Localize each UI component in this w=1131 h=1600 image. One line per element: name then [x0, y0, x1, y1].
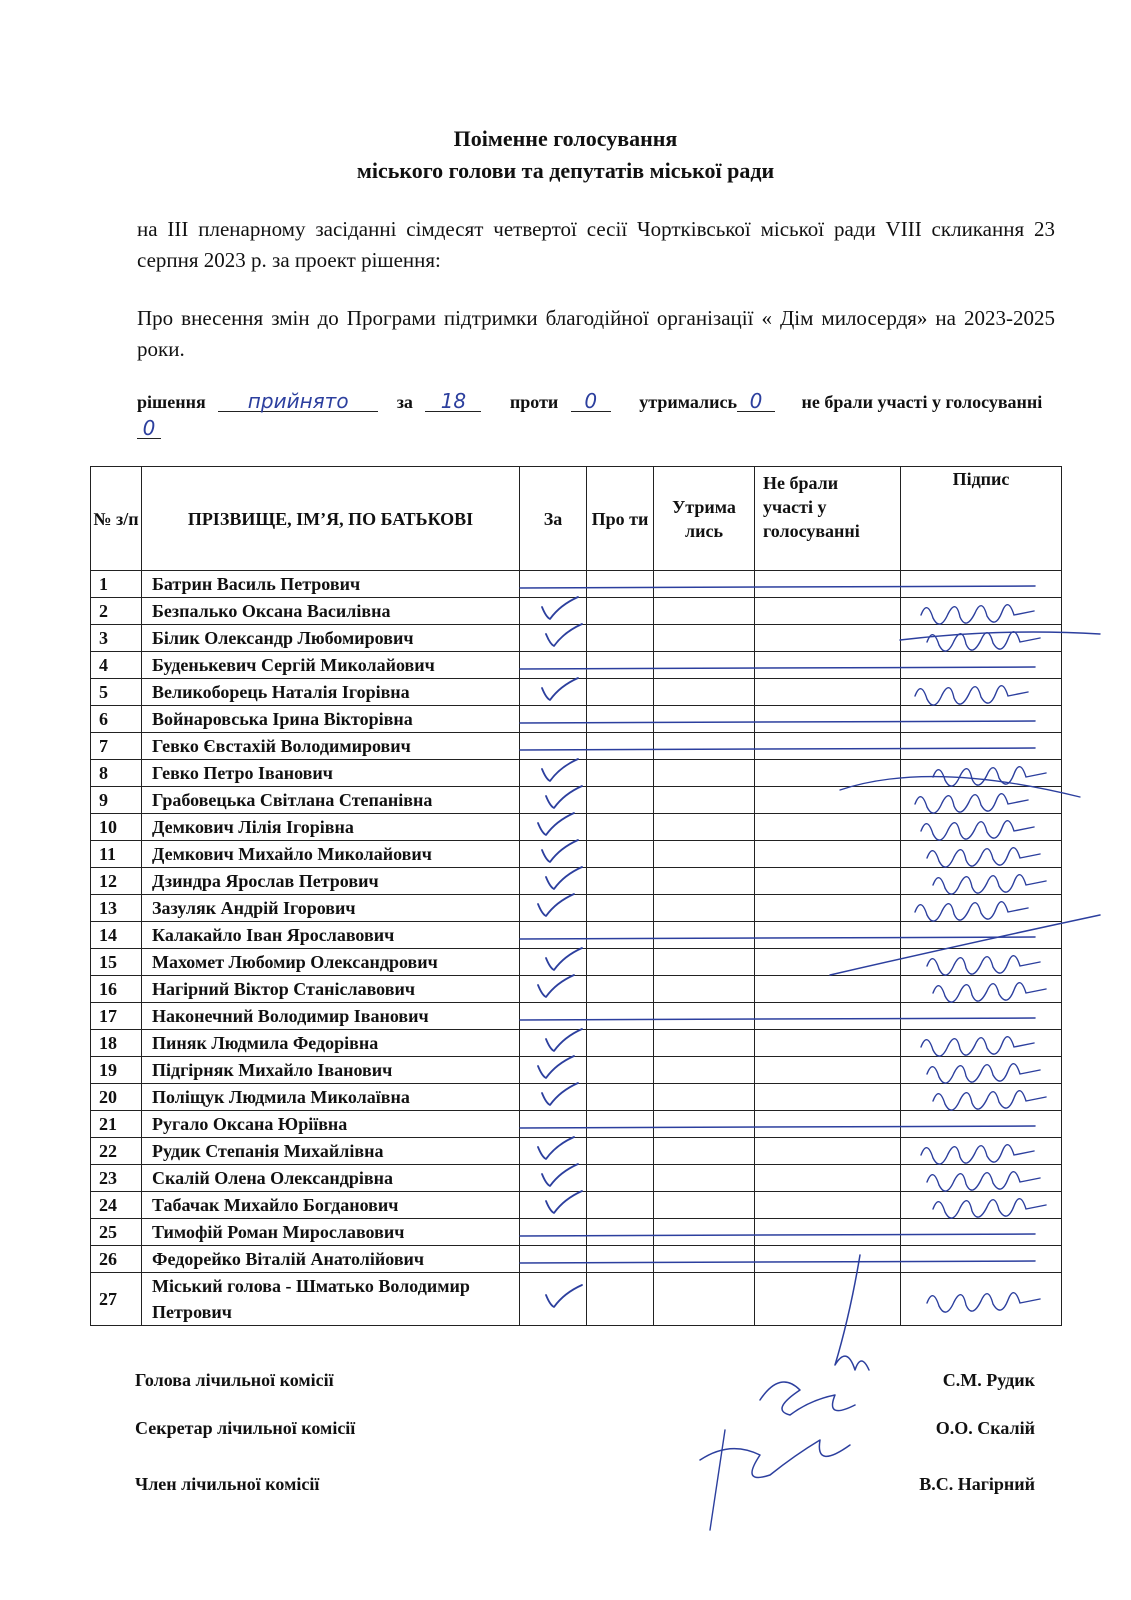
table-row [91, 976, 1062, 1003]
table-row [91, 1030, 1062, 1057]
table-row [91, 1057, 1062, 1084]
row-against-cell [587, 922, 654, 949]
row-name: Дзиндра Ярослав Петрович [142, 868, 520, 895]
row-name: Великоборець Наталія Ігорівна [142, 679, 520, 706]
row-against-cell [587, 1273, 654, 1326]
row-number: 23 [91, 1165, 142, 1192]
header-num: № з/п [91, 467, 142, 571]
signature-secretary-icon [760, 1382, 855, 1415]
header-signature: Підпис [901, 467, 1062, 571]
row-not-voted-cell [755, 922, 901, 949]
row-number: 6 [91, 706, 142, 733]
table-row [91, 733, 1062, 760]
secretary-name: О.О. Скалій [935, 1418, 1035, 1438]
row-abstained-cell [654, 1219, 755, 1246]
row-against-cell [587, 814, 654, 841]
row-for-cell [520, 1084, 587, 1111]
row-name: Гевко Петро Іванович [142, 760, 520, 787]
table-row [91, 706, 1062, 733]
row-number: 18 [91, 1030, 142, 1057]
row-abstained-cell [654, 1057, 755, 1084]
for-count: 18 [425, 391, 481, 412]
row-number: 20 [91, 1084, 142, 1111]
table-row [91, 1165, 1062, 1192]
row-not-voted-cell [755, 1246, 901, 1273]
row-signature-cell [901, 1219, 1062, 1246]
table-row [91, 1084, 1062, 1111]
row-not-voted-cell [755, 841, 901, 868]
abstained-label: утримались [639, 392, 737, 412]
row-signature-cell [901, 760, 1062, 787]
row-signature-cell [901, 1165, 1062, 1192]
row-for-cell [520, 1138, 587, 1165]
row-for-cell [520, 1192, 587, 1219]
row-signature-cell [901, 598, 1062, 625]
row-number: 24 [91, 1192, 142, 1219]
row-against-cell [587, 841, 654, 868]
row-abstained-cell [654, 652, 755, 679]
row-abstained-cell [654, 733, 755, 760]
row-signature-cell [901, 814, 1062, 841]
row-number: 17 [91, 1003, 142, 1030]
row-abstained-cell [654, 1192, 755, 1219]
signature-member-icon [700, 1440, 850, 1478]
row-number: 2 [91, 598, 142, 625]
row-name: Батрин Василь Петрович [142, 571, 520, 598]
row-signature-cell [901, 841, 1062, 868]
row-number: 10 [91, 814, 142, 841]
row-name: Табачак Михайло Богданович [142, 1192, 520, 1219]
row-for-cell [520, 868, 587, 895]
chair-label: Голова лічильної комісії [135, 1370, 334, 1390]
member-label: Член лічильної комісії [135, 1474, 320, 1494]
row-against-cell [587, 679, 654, 706]
for-label: за [396, 392, 413, 412]
row-signature-cell [901, 1273, 1062, 1326]
row-not-voted-cell [755, 652, 901, 679]
row-not-voted-cell [755, 976, 901, 1003]
row-abstained-cell [654, 922, 755, 949]
against-label: проти [509, 392, 559, 412]
header-against: Про ти [587, 467, 654, 571]
row-abstained-cell [654, 1003, 755, 1030]
row-number: 3 [91, 625, 142, 652]
row-name: Білик Олександр Любомирович [142, 625, 520, 652]
row-for-cell [520, 1273, 587, 1326]
row-not-voted-cell [755, 571, 901, 598]
row-not-voted-cell [755, 868, 901, 895]
row-name: Махомет Любомир Олександрович [142, 949, 520, 976]
row-not-voted-cell [755, 1138, 901, 1165]
row-signature-cell [901, 1057, 1062, 1084]
row-abstained-cell [654, 679, 755, 706]
row-for-cell [520, 1030, 587, 1057]
row-abstained-cell [654, 1111, 755, 1138]
row-not-voted-cell [755, 598, 901, 625]
row-name: Тимофій Роман Мирославович [142, 1219, 520, 1246]
row-signature-cell [901, 1138, 1062, 1165]
row-not-voted-cell [755, 895, 901, 922]
row-against-cell [587, 1138, 654, 1165]
row-name: Підгірняк Михайло Іванович [142, 1057, 520, 1084]
row-against-cell [587, 598, 654, 625]
row-against-cell [587, 868, 654, 895]
roll-call-table [90, 466, 1062, 1326]
table-row [91, 1246, 1062, 1273]
table-row [91, 949, 1062, 976]
table-row [91, 1192, 1062, 1219]
row-not-voted-cell [755, 625, 901, 652]
row-for-cell [520, 895, 587, 922]
row-name: Зазуляк Андрій Ігорович [142, 895, 520, 922]
row-for-cell [520, 571, 587, 598]
signature-member-icon [710, 1430, 725, 1530]
row-not-voted-cell [755, 787, 901, 814]
row-for-cell [520, 787, 587, 814]
row-signature-cell [901, 1192, 1062, 1219]
row-name: Федорейко Віталій Анатолійович [142, 1246, 520, 1273]
row-against-cell [587, 1003, 654, 1030]
row-signature-cell [901, 652, 1062, 679]
row-not-voted-cell [755, 1003, 901, 1030]
row-number: 11 [91, 841, 142, 868]
row-against-cell [587, 1165, 654, 1192]
table-row [91, 868, 1062, 895]
row-for-cell [520, 760, 587, 787]
row-not-voted-cell [755, 1057, 901, 1084]
row-for-cell [520, 1111, 587, 1138]
chair-name: С.М. Рудик [942, 1370, 1035, 1390]
row-abstained-cell [654, 949, 755, 976]
session-description: на ІІІ пленарному засіданні сімдесят четвертої сесії Чортківської міської ради VIII скликання 23 серпня 2023 р. за проект рішення: [137, 217, 1055, 272]
row-signature-cell [901, 1246, 1062, 1273]
row-name: Демкович Лілія Ігорівна [142, 814, 520, 841]
document-title-line1: Поіменне голосування [453, 126, 678, 151]
row-signature-cell [901, 679, 1062, 706]
row-against-cell [587, 625, 654, 652]
against-count: 0 [571, 391, 611, 412]
table-row [91, 841, 1062, 868]
row-against-cell [587, 1192, 654, 1219]
secretary-label: Секретар лічильної комісії [135, 1418, 356, 1438]
header-name: ПРІЗВИЩЕ, ІМ’Я, ПО БАТЬКОВІ [142, 467, 520, 571]
row-abstained-cell [654, 1273, 755, 1326]
row-not-voted-cell [755, 1165, 901, 1192]
row-not-voted-cell [755, 733, 901, 760]
row-number: 8 [91, 760, 142, 787]
row-for-cell [520, 1246, 587, 1273]
row-not-voted-cell [755, 1219, 901, 1246]
row-for-cell [520, 733, 587, 760]
row-signature-cell [901, 868, 1062, 895]
row-not-voted-cell [755, 679, 901, 706]
row-name: Поліщук Людмила Миколаївна [142, 1084, 520, 1111]
table-header-row [91, 467, 1062, 571]
row-number: 19 [91, 1057, 142, 1084]
decision-value: прийнято [218, 391, 378, 412]
not-voted-count: 0 [137, 418, 161, 439]
row-abstained-cell [654, 895, 755, 922]
row-number: 9 [91, 787, 142, 814]
row-number: 1 [91, 571, 142, 598]
row-number: 22 [91, 1138, 142, 1165]
header-for: За [520, 467, 587, 571]
header-abstained: Утрима лись [654, 467, 755, 571]
row-signature-cell [901, 976, 1062, 1003]
row-not-voted-cell [755, 1111, 901, 1138]
table-row [91, 760, 1062, 787]
row-abstained-cell [654, 1246, 755, 1273]
row-against-cell [587, 652, 654, 679]
row-for-cell [520, 814, 587, 841]
row-name: Калакайло Іван Ярославович [142, 922, 520, 949]
row-number: 21 [91, 1111, 142, 1138]
table-row [91, 1111, 1062, 1138]
vote-result-summary [137, 389, 1055, 443]
row-not-voted-cell [755, 1192, 901, 1219]
row-name: Грабовецька Світлана Степанівна [142, 787, 520, 814]
table-row [91, 814, 1062, 841]
row-signature-cell [901, 949, 1062, 976]
table-row [91, 625, 1062, 652]
row-for-cell [520, 949, 587, 976]
row-number: 7 [91, 733, 142, 760]
row-abstained-cell [654, 571, 755, 598]
abstained-count: 0 [737, 391, 775, 412]
row-against-cell [587, 733, 654, 760]
not-voted-label: не брали участі у голосуванні [801, 392, 1043, 412]
row-for-cell [520, 976, 587, 1003]
table-row [91, 1273, 1062, 1326]
row-against-cell [587, 706, 654, 733]
row-number: 4 [91, 652, 142, 679]
row-not-voted-cell [755, 706, 901, 733]
header-not-voted: Не брали участі у голосуванні [755, 467, 901, 571]
row-signature-cell [901, 706, 1062, 733]
row-for-cell [520, 1057, 587, 1084]
table-row [91, 1003, 1062, 1030]
row-not-voted-cell [755, 1030, 901, 1057]
row-name: Рудик Степанія Михайлівна [142, 1138, 520, 1165]
row-name: Наконечний Володимир Іванович [142, 1003, 520, 1030]
row-against-cell [587, 949, 654, 976]
row-abstained-cell [654, 1165, 755, 1192]
row-against-cell [587, 1057, 654, 1084]
table-row [91, 679, 1062, 706]
row-abstained-cell [654, 760, 755, 787]
row-abstained-cell [654, 1030, 755, 1057]
row-for-cell [520, 1219, 587, 1246]
row-against-cell [587, 571, 654, 598]
row-signature-cell [901, 1003, 1062, 1030]
row-not-voted-cell [755, 760, 901, 787]
row-name: Пиняк Людмила Федорівна [142, 1030, 520, 1057]
row-name: Міський голова - Шматько Володимир Петрович [142, 1273, 520, 1326]
row-for-cell [520, 1165, 587, 1192]
row-number: 12 [91, 868, 142, 895]
row-abstained-cell [654, 814, 755, 841]
row-against-cell [587, 1111, 654, 1138]
row-signature-cell [901, 733, 1062, 760]
row-name: Войнаровська Ірина Вікторівна [142, 706, 520, 733]
member-name: В.С. Нагірний [919, 1474, 1035, 1494]
row-against-cell [587, 787, 654, 814]
row-abstained-cell [654, 706, 755, 733]
row-for-cell [520, 1003, 587, 1030]
row-name: Нагірний Віктор Станіславович [142, 976, 520, 1003]
row-number: 26 [91, 1246, 142, 1273]
row-number: 15 [91, 949, 142, 976]
table-row [91, 895, 1062, 922]
decision-label: рішення [137, 392, 206, 412]
row-number: 13 [91, 895, 142, 922]
row-against-cell [587, 1084, 654, 1111]
row-number: 16 [91, 976, 142, 1003]
row-for-cell [520, 598, 587, 625]
row-signature-cell [901, 625, 1062, 652]
table-row [91, 598, 1062, 625]
row-number: 14 [91, 922, 142, 949]
row-for-cell [520, 922, 587, 949]
table-row [91, 922, 1062, 949]
row-signature-cell [901, 1030, 1062, 1057]
row-against-cell [587, 895, 654, 922]
row-signature-cell [901, 922, 1062, 949]
table-row [91, 787, 1062, 814]
row-not-voted-cell [755, 1084, 901, 1111]
table-row [91, 652, 1062, 679]
row-signature-cell [901, 1111, 1062, 1138]
row-signature-cell [901, 895, 1062, 922]
row-abstained-cell [654, 598, 755, 625]
row-number: 25 [91, 1219, 142, 1246]
row-abstained-cell [654, 787, 755, 814]
table-row [91, 571, 1062, 598]
row-against-cell [587, 760, 654, 787]
row-for-cell [520, 679, 587, 706]
row-not-voted-cell [755, 1273, 901, 1326]
row-number: 27 [91, 1273, 142, 1326]
row-name: Буденькевич Сергій Миколайович [142, 652, 520, 679]
row-name: Гевко Євстахій Володимирович [142, 733, 520, 760]
row-signature-cell [901, 571, 1062, 598]
row-number: 5 [91, 679, 142, 706]
row-abstained-cell [654, 1084, 755, 1111]
row-name: Демкович Михайло Миколайович [142, 841, 520, 868]
row-abstained-cell [654, 625, 755, 652]
row-against-cell [587, 1246, 654, 1273]
row-against-cell [587, 1030, 654, 1057]
row-name: Скалій Олена Олександрівна [142, 1165, 520, 1192]
table-row [91, 1219, 1062, 1246]
row-signature-cell [901, 1084, 1062, 1111]
row-name: Ругало Оксана Юріївна [142, 1111, 520, 1138]
row-for-cell [520, 625, 587, 652]
row-abstained-cell [654, 1138, 755, 1165]
row-signature-cell [901, 787, 1062, 814]
row-abstained-cell [654, 868, 755, 895]
project-title: Про внесення змін до Програми підтримки благодійної організації « Дім милосердя» на 2023-2025 роки. [137, 306, 1055, 361]
row-not-voted-cell [755, 814, 901, 841]
row-for-cell [520, 706, 587, 733]
document-title-line2: міського голови та депутатів міської ради [356, 158, 775, 183]
row-for-cell [520, 841, 587, 868]
row-abstained-cell [654, 841, 755, 868]
row-against-cell [587, 976, 654, 1003]
table-row [91, 1138, 1062, 1165]
row-not-voted-cell [755, 949, 901, 976]
row-for-cell [520, 652, 587, 679]
row-name: Безпалько Оксана Василівна [142, 598, 520, 625]
row-abstained-cell [654, 976, 755, 1003]
row-against-cell [587, 1219, 654, 1246]
